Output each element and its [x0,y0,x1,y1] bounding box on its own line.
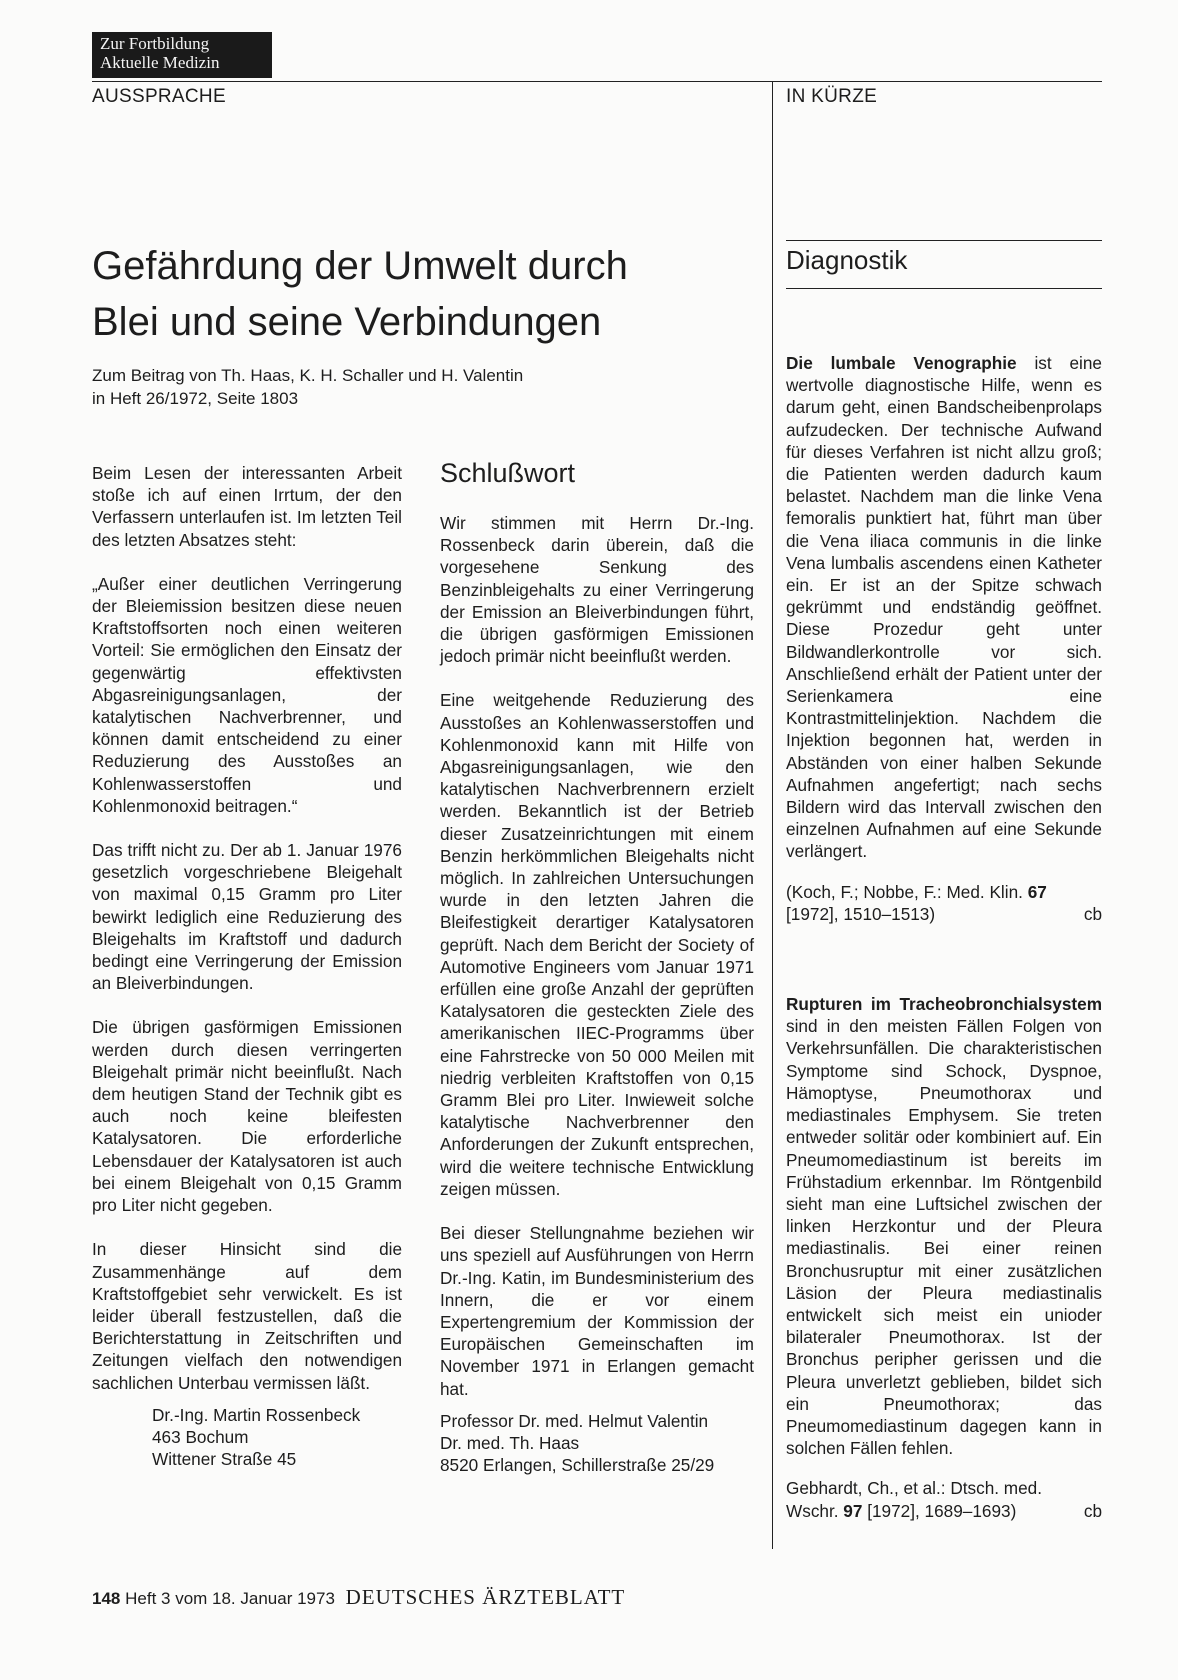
section-badge [92,32,272,78]
sidebar-rule-top [786,240,1102,241]
ref-text: Gebhardt, Ch., et al.: Dtsch. med. [786,1478,1043,1499]
reply-paragraph: Eine weitgehende Reduzierung des Ausstoßes an Kohlenwasserstoffen und Kohlenmonoxid kann mit Hilfe von Abgasreinigungsanlagen, wie den katalytischen Nachverbrennern erzielt werden. Bekanntlich ist der Betrieb dieser Zusatzeinrichtungen mit einem Benzin herkömmlichen Bleigehalts nicht möglich. In zahlreichen Untersuchungen wurde in den letzten Jahren die Bleifestigkeit derartiger Katalysatoren geprüft. Nach dem Bericht der Society of Automotive Engineers vom Januar 1971 erfüllen eine große Anzahl der geprüften Katalysatoren die gesteckten Ziele des amerikanischen IIEC-Programms über eine Fahrstrecke von 50 000 Meilen mit niedrig verbleiten Kraftstoffen von 0,15 Gramm Blei pro Liter. Inwieweit solche katalytische Nachverbrenner den Anforderungen der Zukunft entsprechen, wird die weitere technische Entwicklung zeigen müssen. [440,690,754,1199]
signature-name: Dr.-Ing. Martin Rossenbeck [152,1404,361,1425]
ref-volume: 97 [843,1500,863,1521]
item-text: ist eine wertvolle diagnostische Hilfe, wenn es darum geht, einen Bandscheibenprolaps aufzudecken. Der technische Aufwand für dieses Verfahren ist nicht allzu groß; die Patienten werden dadurch kaum belastet. Nachdem man die linke Vena femoralis punktiert hat, führt man über die Vena iliaca communis in die linke Vena lumbalis ascendens einen Katheter ein. Er ist an der Spitze schwach gekrümmt und endständig geöffnet. Diese Prozedur geht unter Bildwandlerkontrolle vor sich. Anschließend erhält der Patient unter der Serienkamera eine Kontrastmittelinjektion. Nachdem die Injektion begonnen hat, werden in Abständen von einer halben Sekunde Aufnahmen angefertigt; nach sechs Bildern wird das Intervall zwischen den einzelnen Aufnahmen auf eine Sekunde verlängert. [786,353,1102,862]
page-number: 148 [92,1589,121,1608]
signature-name-2: Dr. med. Th. Haas [440,1432,580,1453]
ref-author-tag: cb [1083,1500,1102,1521]
letter-paragraph: Das trifft nicht zu. Der ab 1. Januar 1976 gesetzlich vorgeschriebene Bleigehalt von maximal 0,15 Gramm pro Liter bewirkt lediglich eine Reduzierung des Bleigehalts im Kraftstoff und dadurch bedingt eine Verringerung der Emission an Bleiverbindungen. [92,840,402,994]
journal-name: DEUTSCHES ÄRZTEBLATT [345,1585,626,1609]
article-subtitle [92,364,732,410]
reply-heading: Schlußwort [440,458,576,488]
ref-author-tag: cb [1083,903,1102,924]
badge-line-1: Zur Fortbildung [100,34,210,53]
letter-paragraph: In dieser Hinsicht sind die Zusammenhänge auf dem Kraftstoffgebiet sehr verwickelt. Es ist leider überall festzustellen, daß die Berichterstattung in Zeitschriften und Zeitungen vielfach den notwendigen sachlichen Unterbau vermissen läßt. [92,1239,402,1393]
sidebar-column [786,352,1102,1522]
badge-line-2: Aktuelle Medizin [100,53,220,72]
signature-address: 8520 Erlangen, Schillerstraße 25/29 [440,1455,715,1476]
reference-2 [786,1477,1102,1521]
ref-text: (Koch, F.; Nobbe, F.: Med. Klin. [786,881,1028,902]
reference-1 [786,881,1102,925]
page-footer [92,1585,625,1610]
letter-quote: „Außer einer deutlichen Verringerung der Bleiemission besitzen diese neuen Kraftstoffsorten noch einen weiteren Vorteil: Sie ermöglichen den Einsatz der gegenwärtig effektivsten Abgasreinigungsanlagen, der katalytischen Nachverbrenner, und können damit entscheidend zu einer Reduzierung des Ausstoßes an Kohlenwasserstoffen und Kohlenmonoxid beitragen.“ [92,573,402,816]
sidebar-heading: Diagnostik [786,245,908,275]
ref-text: [1972], 1689–1693) [862,1500,1017,1521]
reply-paragraph: Bei dieser Stellungnahme beziehen wir uns speziell auf Ausführungen von Herrn Dr.-Ing. Katin, im Bundesministerium des Innern, die er vor einem Expertengremium der Kommission der Europäischen Gemeinschaften im November 1971 in Erlangen gemacht hat. [440,1223,754,1399]
letter-column [92,462,402,1470]
sidebar-item-venographie [786,352,1102,863]
ref-volume: 67 [1027,881,1047,902]
article-title [92,238,752,350]
item-text: sind in den meisten Fällen Folgen von Verkehrsunfällen. Die charakteristischen Symptome sind Schock, Dyspnoe, Hämoptyse, Pneumothorax und mediastinales Emphysem. Sie treten entweder solitär oder kombiniert auf. Ein Pneumomediastinum ist bereits im Frühstadium erkennbar. Im Röntgenbild sieht man eine Luftsichel zwischen der linken Herzkontur und der Pleura mediastinalis. Bei einer reinen Bronchusruptur mit einer zusätzlichen Läsion der Pleura mediastinalis entwickelt sich meist ein unioder bilateraler Pneumothorax. Ist der Bronchus peripher gerissen und die Pleura unverletzt geblieben, bildet sich ein Pneumothorax; das Pneumomediastinum dagegen kann in solchen Fällen fehlen. [786,1016,1102,1459]
sidebar-rule-bottom [786,288,1102,289]
top-rule [92,81,1102,82]
signature-name: Professor Dr. med. Helmut Valentin [440,1410,709,1431]
right-kicker: IN KÜRZE [786,86,878,107]
ref-text: [1972], 1510–1513) [786,903,936,924]
signature-city: 463 Bochum [152,1426,249,1447]
reply-paragraph: Wir stimmen mit Herrn Dr.-Ing. Rossenbeck darin überein, daß die vorgesehene Senkung des Benzinbleigehalts zu einer Verringerung der Emission an Bleiverbindungen führt, die übrigen gasförmigen Emissionen jedoch primär nicht beeinflußt werden. [440,513,754,667]
ref-text: Wschr. [786,1500,844,1521]
reply-signature [440,1410,754,1477]
issue-info: Heft 3 vom 18. Januar 1973 [125,1589,335,1608]
reply-column [440,512,754,1476]
title-line-2: Blei und seine Verbindungen [92,300,602,344]
letter-paragraph: Beim Lesen der interessanten Arbeit stoße ich auf einen Irrtum, der den Verfassern unterlaufen ist. Im letzten Teil des letzten Absatzes steht: [92,463,402,550]
letter-signature [92,1404,402,1471]
left-kicker: AUSSPRACHE [92,86,226,107]
letter-paragraph: Die übrigen gasförmigen Emissionen werden durch diesen verringerten Bleigehalt primär nicht beeinflußt. Nach dem heutigen Stand der Technik gibt es auch noch keine bleifesten Katalysatoren. Die erforderliche Lebensdauer der Katalysatoren ist auch bei einem Bleigehalt von 0,15 Gramm pro Liter nicht gegeben. [92,1017,402,1216]
subtitle-line-2: in Heft 26/1972, Seite 1803 [92,389,299,408]
signature-street: Wittener Straße 45 [152,1449,297,1470]
column-divider [772,81,773,1549]
title-line-1: Gefährdung der Umwelt durch [92,244,628,288]
subtitle-line-1: Zum Beitrag von Th. Haas, K. H. Schaller und H. Valentin [92,366,524,385]
sidebar-item-rupturen [786,993,1102,1459]
item-lead: Die lumbale Venographie [786,353,1017,373]
item-lead: Rupturen im Tracheobronchialsystem [786,994,1102,1015]
